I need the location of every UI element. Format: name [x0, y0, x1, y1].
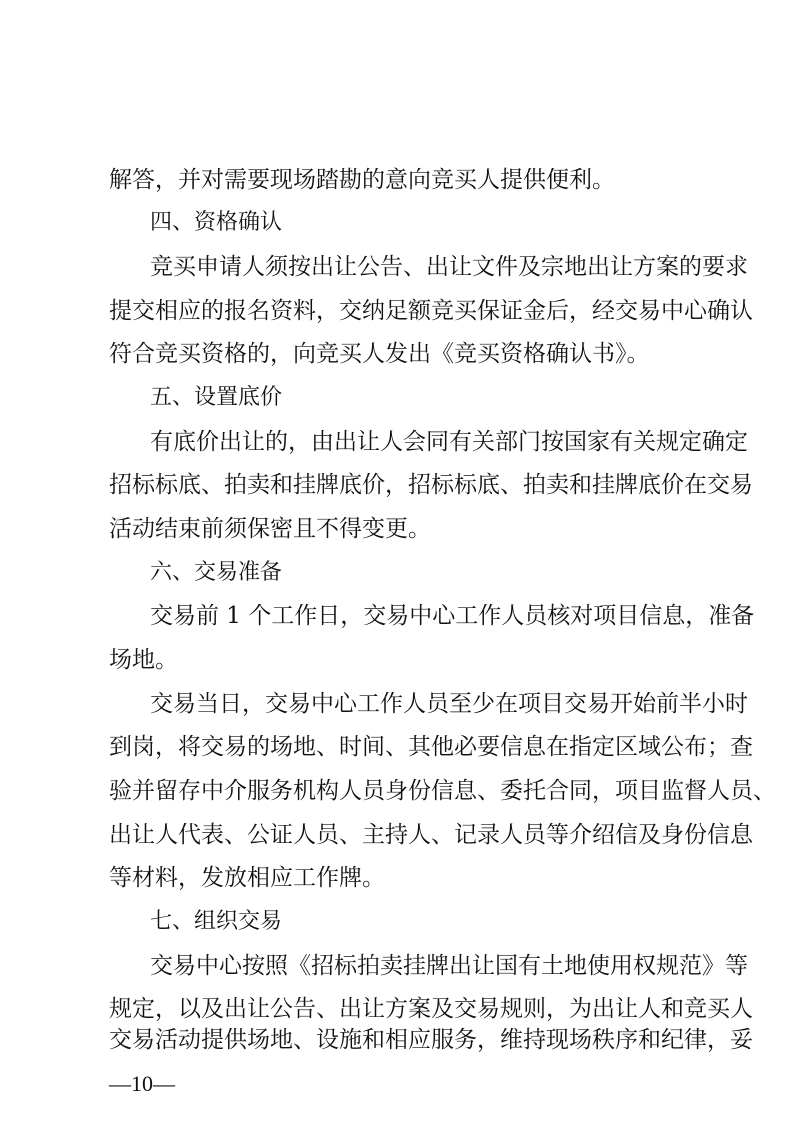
paragraph-line: 交易当日，交易中心工作人员至少在项目交易开始前半小时: [150, 691, 748, 717]
section-heading-qualification: 四、资格确认: [150, 210, 283, 235]
section-heading-organize-transaction: 七、组织交易: [150, 909, 283, 934]
paragraph-line: 活动结束前须保密且不得变更。: [109, 516, 431, 542]
paragraph-line: 出让人代表、公证人员、主持人、记录人员等介绍信及身份信息: [109, 822, 753, 848]
paragraph-line: 等材料，发放相应工作牌。: [109, 865, 385, 891]
paragraph-line: 提交相应的报名资料，交纳足额竞买保证金后，经交易中心确认: [109, 298, 753, 324]
paragraph-line: 交易中心按照《招标拍卖挂牌出让国有土地使用权规范》等: [150, 953, 748, 979]
paragraph-line: 验并留存中介服务机构人员身份信息、委托合同，项目监督人员、: [109, 778, 776, 804]
paragraph-line: 交易活动提供场地、设施和相应服务，维持现场秩序和纪律，妥: [109, 1027, 753, 1053]
paragraph-line: 竞买申请人须按出让公告、出让文件及宗地出让方案的要求: [150, 254, 748, 280]
section-heading-reserve-price: 五、设置底价: [150, 385, 283, 410]
paragraph-line: 到岗，将交易的场地、时间、其他必要信息在指定区域公布；查: [109, 734, 753, 760]
body-text-line: 解答，并对需要现场踏勘的意向竞买人提供便利。: [109, 167, 615, 193]
paragraph-line: 场地。: [109, 647, 178, 673]
page-number: —10—: [109, 1071, 175, 1096]
paragraph-line: 有底价出让的，由出让人会同有关部门按国家有关规定确定: [150, 429, 748, 455]
paragraph-line: 招标标底、拍卖和挂牌底价，招标标底、拍卖和挂牌底价在交易: [109, 472, 753, 498]
section-heading-preparation: 六、交易准备: [150, 560, 283, 585]
paragraph-line: 规定，以及出让公告、出让方案及交易规则，为出让人和竞买人: [109, 996, 753, 1022]
paragraph-line: 符合竞买资格的，向竞买人发出《竞买资格确认书》。: [109, 341, 650, 367]
paragraph-line: 交易前 1 个工作日，交易中心工作人员核对项目信息，准备: [150, 603, 755, 629]
